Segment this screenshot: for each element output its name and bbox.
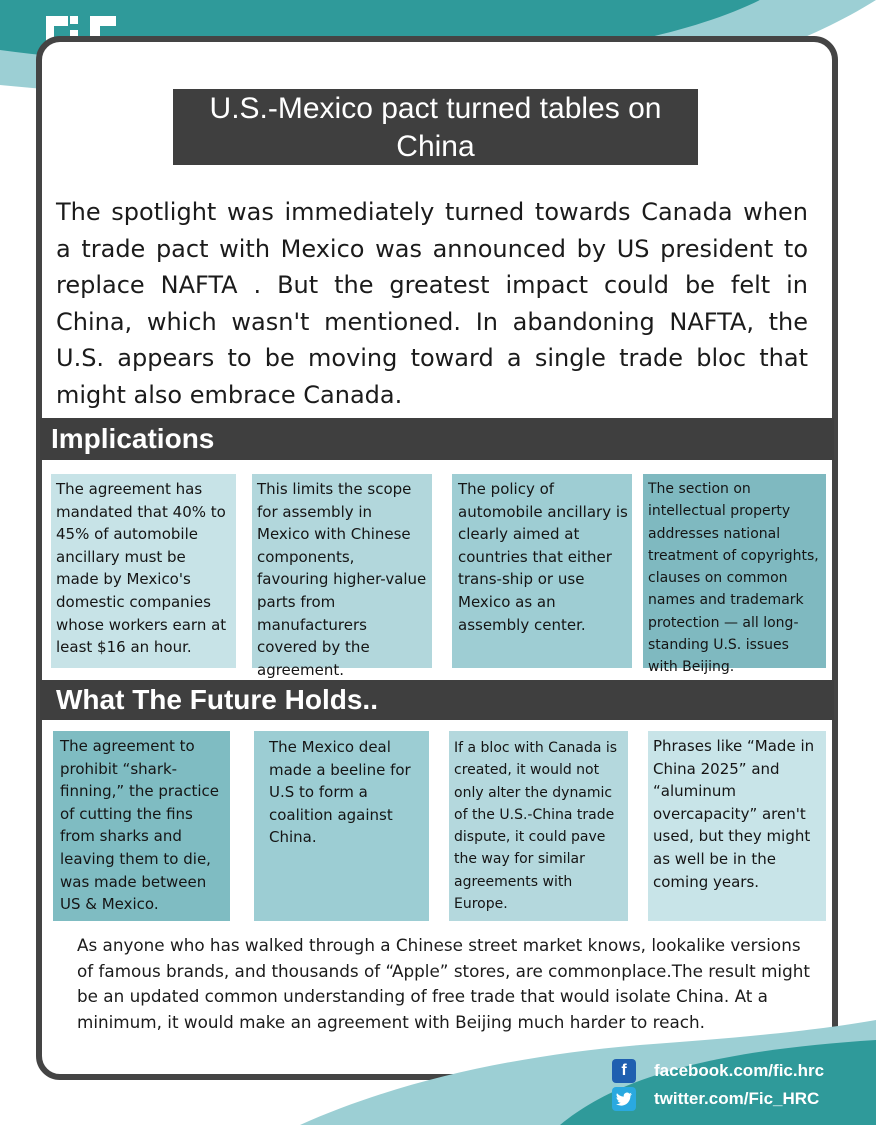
future-heading: What The Future Holds..	[40, 680, 834, 720]
implication-text-2: This limits the scope for assembly in Mexico with Chinese components, favouring higher-value parts from manufacturers covered by the agreement.	[257, 480, 427, 679]
implication-box-4	[643, 474, 826, 676]
future-text-1: The agreement to prohibit “shark-finning,” the practice of cutting the fins from sharks and leaving them to die, was made between US & Mexico.	[60, 737, 220, 914]
implication-box-3	[452, 474, 632, 668]
implication-box-2	[252, 474, 432, 679]
future-box-1	[53, 731, 230, 921]
future-text-3: If a bloc with Canada is created, it would not only alter the dynamic of the U.S.-China trade dispute, it could pave the way for similar agreements with Europe.	[454, 740, 618, 913]
intro-paragraph: The spotlight was immediately turned towards Canada when a trade pact with Mexico was announced by US president to replace NAFTA . But the greatest impact could be felt in China, which wasn't mentioned. In abandoning NAFTA, the U.S. appears to be moving toward a single trade bloc that might also embrace Canada.	[56, 198, 808, 409]
future-box-3	[449, 731, 628, 921]
twitter-link[interactable]	[612, 1087, 819, 1111]
future-text-4: Phrases like “Made in China 2025” and “aluminum overcapacity” aren't used, but they might as well be in the coming years.	[653, 737, 815, 891]
implication-text-4: The section on intellectual property addresses national treatment of copyrights, clauses on common names and trademark protection — all long-standing U.S. issues with Beijing.	[648, 481, 819, 676]
future-text-2: The Mexico deal made a beeline for U.S to form a coalition against China.	[269, 738, 411, 847]
twitter-icon	[612, 1087, 636, 1111]
closing-paragraph: As anyone who has walked through a Chinese street market knows, lookalike versions of famous brands, and thousands of “Apple” stores, are commonplace.The result might be an updated common understanding of free trade that would isolate China. At a minimum, it would make an agreement with Beijing much harder to reach.	[77, 935, 810, 1032]
twitter-handle: twitter.com/Fic_HRC	[654, 1089, 820, 1108]
facebook-link[interactable]	[612, 1059, 824, 1083]
page-title: U.S.-Mexico pact turned tables on China	[173, 89, 698, 165]
implication-text-3: The policy of automobile ancillary is clearly aimed at countries that either trans-ship or use Mexico as an assembly center.	[458, 480, 628, 634]
implication-text-1: The agreement has mandated that 40% to 45% of automobile ancillary must be made by Mexico's domestic companies whose workers earn at least $16 an hour.	[56, 480, 227, 657]
implications-heading: Implications	[40, 418, 834, 460]
facebook-icon: f	[612, 1059, 636, 1083]
implication-box-1	[51, 474, 236, 668]
future-box-2	[254, 731, 429, 921]
future-box-4	[648, 731, 826, 921]
facebook-handle: facebook.com/fic.hrc	[654, 1061, 825, 1080]
